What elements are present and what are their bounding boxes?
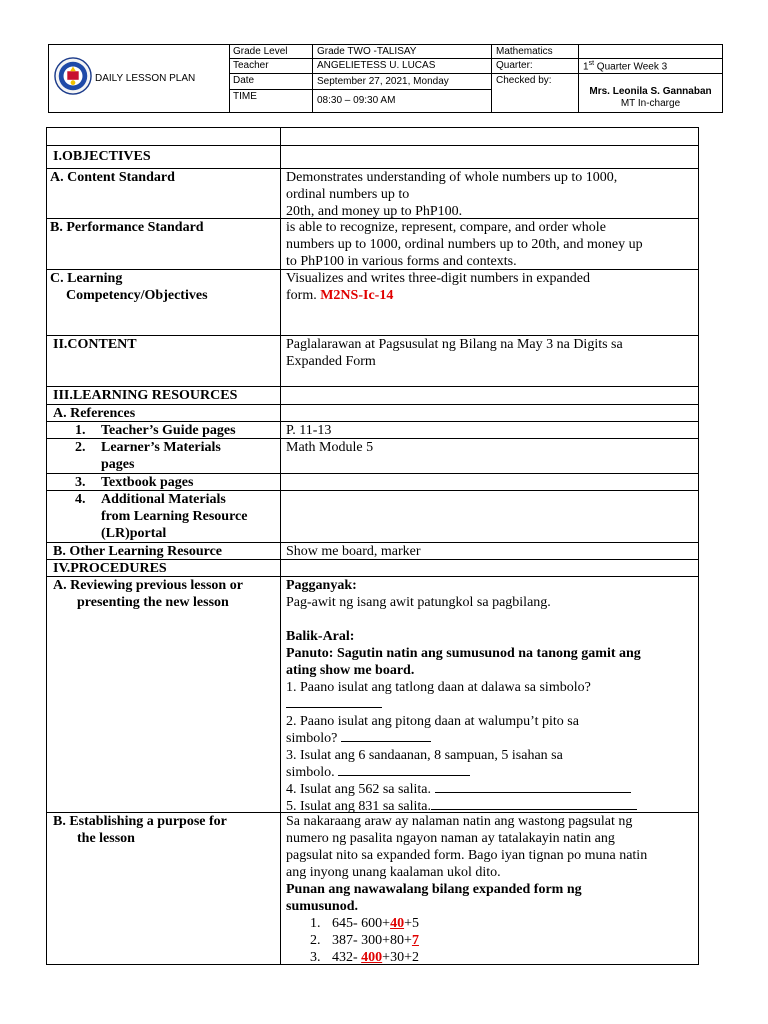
checked-by-label: Checked by: [492,74,579,112]
table-row-learners-materials [47,439,698,474]
table-row-resources [47,387,698,405]
learners-materials-label: 2. Learner’s Materials pages [47,439,281,473]
plan-title: DAILY LESSON PLAN [95,73,196,84]
textbook-label: 3. Textbook pages [47,474,281,490]
performance-standard-text: is able to recognize, represent, compare, and order whole numbers up to 1000, ordinal numbers up to 20th, and money up to PhP100 in various forms and contexts. [286,220,643,269]
table-row-procedures [47,560,698,577]
reviewing-label: A. Reviewing previous lesson or presenting the new lesson [47,577,281,812]
date-value: September 27, 2021, Monday [313,74,492,90]
reviewing-content: Pagganyak: Pag-awit ng isang awit patungkol sa pagbilang. Balik-Aral: Panuto: Sagutin natin ang sumusunod na tanong gamit ang ating show me board. 1. Paano isulat ang tatlong daan at dalawa sa simbolo? 2. Paano isulat ang pitong daan at walumpu’t pito sa simbolo? 3. Isulat ang 6 sandaanan, 8 sampuan, 5 isahan sa simbolo. 4. Isulat ang 562 sa salita. 5. Isulat ang 831 sa salita. [281,577,698,812]
lesson-plan-table [46,127,699,965]
quarter-number: 1 [583,61,589,73]
table-row-other-resource [47,543,698,560]
purpose-content: Sa nakaraang araw ay nalaman natin ang wastong pagsulat ng numero ng pasalita ngayon naman ay tatalakayin natin ang pagsulat nito sa expanded form. Bago iyan tignan po muna natin ang inyong unang kaalaman ukol dito. Punan ang nawawalang bilang expanded form ng sumusunod. 1. 645- 600+40+5 2. 387- 300+80+7 3. 432- 400+30+2 [281,813,698,964]
competency-code: M2NS-Ic-14 [320,288,394,303]
table-row-content [47,336,698,387]
table-row-empty [47,128,698,146]
table-row-textbook [47,474,698,491]
quarter-label: Quarter: [492,59,579,74]
other-resource-label: B. Other Learning Resource [47,543,281,559]
references-label: A. References [47,405,281,421]
date-label: Date [229,74,313,90]
subject-blank [579,45,722,59]
resources-heading: III.LEARNING RESOURCES [47,387,281,404]
balik-aral-title: Balik-Aral: [286,629,355,644]
table-row-additional-materials [47,491,698,543]
quarter-value [579,59,722,74]
list-item: 1. 645- 600+40+5 [310,916,419,931]
teacher-label: Teacher [229,59,313,74]
table-row-content-standard [47,169,698,219]
checker-block [579,74,722,112]
table-row-purpose [47,813,698,964]
teachers-guide-label: 1. Teacher’s Guide pages [47,422,281,438]
content-standard-text: Demonstrates understanding of whole numbers up to 1000, ordinal numbers up to 20th, and money up to PhP100. [286,170,618,219]
table-row-performance-standard [47,219,698,270]
competency-label: C. Learning Competency/Objectives [47,270,281,335]
content-text: Paglalarawan at Pagsusulat ng Bilang na May 3 na Digits sa Expanded Form [286,337,623,369]
subject: Mathematics [492,45,579,59]
quarter-text: Quarter Week 3 [594,61,668,73]
content-standard-label: A. Content Standard [47,169,281,218]
table-row-competency [47,270,698,336]
table-row-references [47,405,698,422]
other-resource-value: Show me board, marker [286,544,421,559]
content-heading: II.CONTENT [47,336,281,386]
purpose-label: B. Establishing a purpose for the lesson [47,813,281,964]
checker-name: Mrs. Leonila S. Gannaban [589,86,712,97]
teacher-value: ANGELIETESS U. LUCAS [313,59,492,74]
learners-materials-value: Math Module 5 [286,440,374,455]
table-row-objectives [47,146,698,169]
objectives-heading: I.OBJECTIVES [47,146,281,168]
competency-text: Visualizes and writes three-digit numbers in expanded form. M2NS-Ic-14 [286,271,590,303]
pagganyak-text: Pag-awit ng isang awit patungkol sa pagbilang. [286,595,551,610]
grade-level-label: Grade Level [229,45,313,59]
time-label: TIME [229,90,313,112]
procedures-heading: IV.PROCEDURES [47,560,281,576]
list-item: 3. 432- 400+30+2 [310,950,419,965]
pagganyak-title: Pagganyak: [286,578,357,593]
table-row-reviewing [47,577,698,813]
logo-cell [49,45,230,112]
teachers-guide-value: P. 11-13 [286,423,332,438]
deped-seal-icon [54,57,92,95]
additional-materials-label: 4. Additional Materials from Learning Resource (LR)portal [47,491,281,542]
quarter-suffix-sup: st [588,60,595,67]
time-value: 08:30 – 09:30 AM [313,90,492,112]
table-row-teachers-guide [47,422,698,439]
header-table [48,44,723,113]
performance-standard-label: B. Performance Standard [47,219,281,269]
checker-role: MT In-charge [620,98,681,109]
list-item: 2. 387- 300+80+7 [310,933,419,948]
grade-level-value: Grade TWO -TALISAY [313,45,492,59]
